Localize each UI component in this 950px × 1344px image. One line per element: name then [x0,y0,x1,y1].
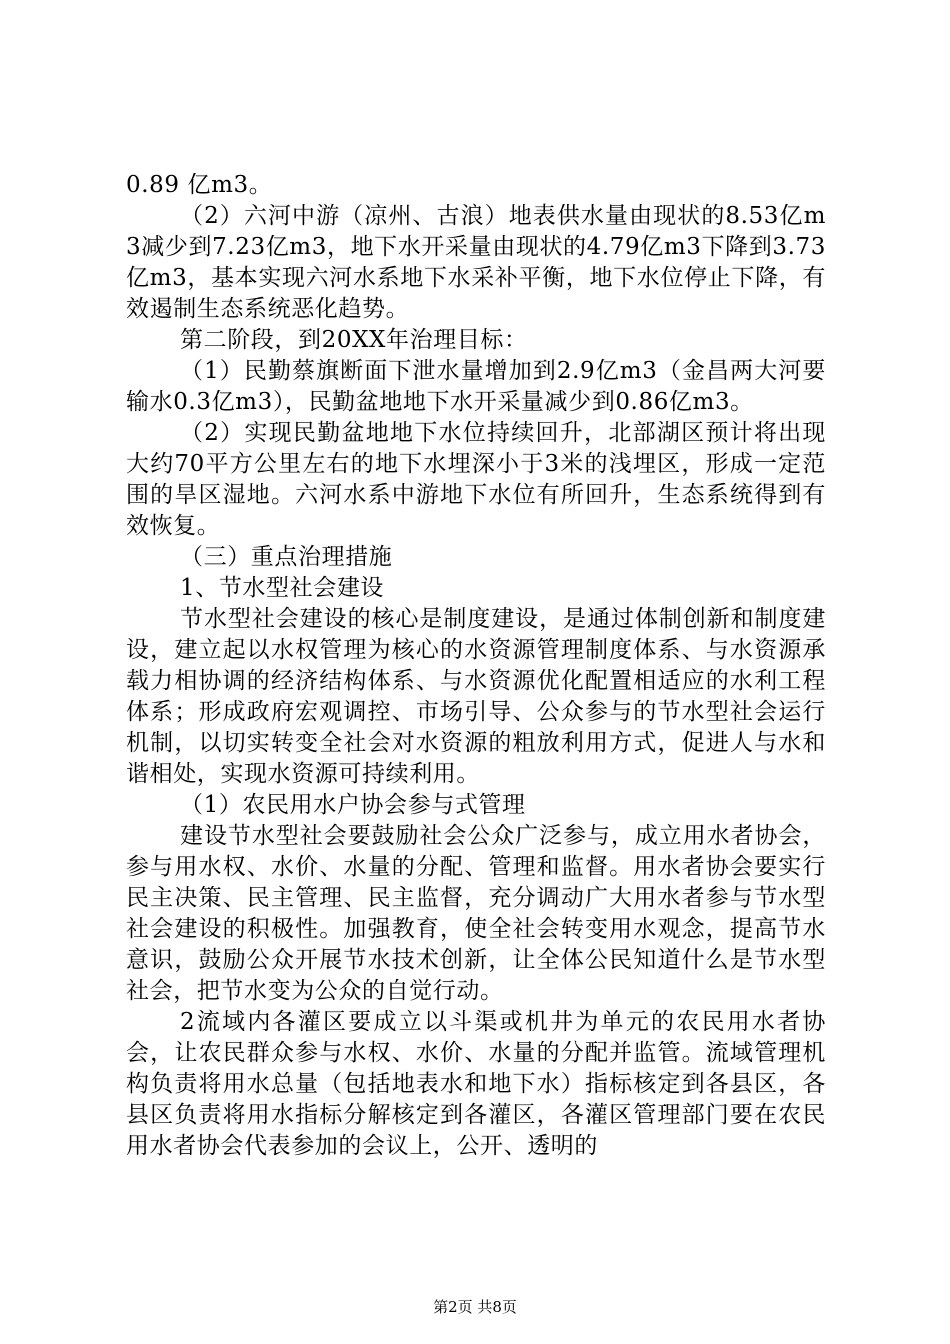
paragraph-stage-two-heading: 第二阶段，到20XX年治理目标： [180,327,528,353]
subsection-heading-water-saving-society: 1、节水型社会建设 [180,575,385,601]
paragraph-water-saving-core: 节水型社会建设的核心是制度建设，是通过体制创新和制度建设，建立起以水权管理为核心的水资源管理制度体系、与水资源承载力相协调的经济结构体系、与水资源优化配置相适应的水利工程体系；形成政府宏观调控、市场引导、公众参与的节水型社会运行机制，以切实转变全社会对水资源的粗放利用方式，促进人与水和谐相处，实现水资源可持续利用。 [126,606,826,787]
paragraph-public-participation: 建设节水型社会要鼓励社会公众广泛参与，成立用水者协会，参与用水权、水价、水量的分配、管理和监督。用水者协会要实行民主决策、民主管理、民主监督，充分调动广大用水者参与节水型社会建设的积极性。加强教育，使全社会转变用水观念，提高节水意识，鼓励公众开展节水技术创新，让全体公民知道什么是节水型社会，把节水变为公众的自觉行动。 [126,823,826,1004]
paragraph-midstream-target: （2）六河中游（凉州、古浪）地表供水量由现状的8.53亿m3减少到7.23亿m3，地下水开采量由现状的4.79亿m3下降到3.73亿m3，基本实现六河水系地下水采补平衡，地下水位停止下降，有效遏制生态系统恶化趋势。 [126,203,826,322]
section-heading-key-measures: （三）重点治理措施 [180,544,393,570]
paragraph-stage-two-item-1: （1）民勤蔡旗断面下泄水量增加到2.9亿m3（金昌两大河要输水0.3亿m3），民勤盆地地下水开采量减少到0.86亿m3。 [126,358,826,415]
paragraph-stage-two-item-2: （2）实现民勤盆地地下水位持续回升，北部湖区预计将出现大约70平方公里左右的地下水埋深小于3米的浅埋区，形成一定范围的旱区湿地。六河水系中游地下水位有所回升，生态系统得到有效恢复。 [126,420,826,539]
paragraph-continuation: 0.89 亿m3。 [126,172,273,198]
subsection-heading-farmer-association: （1）农民用水户协会参与式管理 [180,792,526,818]
paragraph-irrigation-districts: 2流域内各灌区要成立以斗渠或机井为单元的农民用水者协会，让农民群众参与水权、水价、水量的分配并监管。流域管理机构负责将用水总量（包括地表水和地下水）指标核定到各县区，各县区负责将用水指标分解核定到各灌区，各灌区管理部门要在农民用水者协会代表参加的会议上，公开、透明的 [126,1009,826,1159]
document-body [126,170,826,1162]
page-number-footer: 第2页 共8页 [433,1298,517,1316]
